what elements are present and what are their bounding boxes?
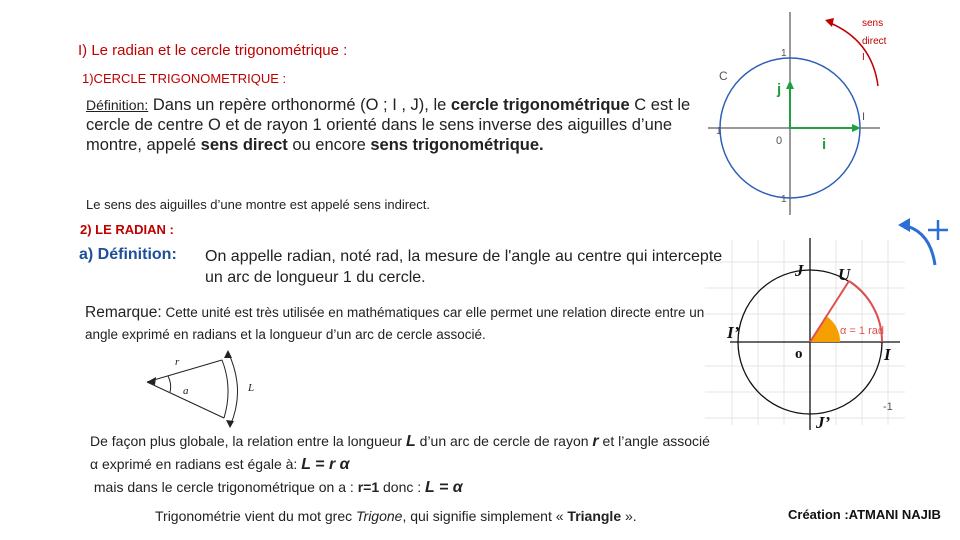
fig2-U-label: U [838,265,851,284]
fig1-j-label: j [777,81,782,98]
fig2-minus-one: -1 [883,401,893,413]
fig2-Jprime-label: J’ [816,413,831,432]
fig1-origin-label: 0 [776,135,783,147]
fig1-C-label: C [719,69,728,83]
fig1-bottom-one: 1 [781,194,787,205]
fig3-angle-arc [168,376,171,392]
definition-bold-1: cercle trigonométrique [450,96,630,114]
fig1-I-label: I [862,111,866,123]
relation-r: r [592,433,599,450]
fig1-direct-arrowhead [825,18,834,27]
etymology-word-2: Triangle [567,508,622,524]
fig1-top-one: 1 [781,48,787,59]
relation-part-1: De façon plus globale, la relation entre la longueur [90,433,406,449]
fig3-length-arrow-top [224,350,232,358]
fig2-alpha-label: α = 1 rad [840,325,884,337]
fig3-L-label: L [248,382,255,394]
page-title: I) Le radian et le cercle trigonométrique : [78,42,348,59]
fig2-Iprime-label: I’ [727,323,740,342]
section2-heading: 2) LE RADIAN : [80,222,174,237]
definition-part-2: C est le cercle de centre O et de rayon 1 orienté dans le sens inverse des aiguilles d’une montre, appelé [86,96,691,154]
definition-bold-3: sens trigonométrique. [370,136,544,154]
fig1-direct-label: direct [862,36,887,47]
relation-r1: r=1 [357,479,380,495]
fig3-r-label: r [175,356,180,368]
etymology-part-2: , qui signifie simplement « [402,508,568,524]
relation-part-4: mais dans le cercle trigonométrique on a : [93,479,358,495]
fig1-direct-label-3: I [862,52,865,63]
fig1-sens-label: sens [862,18,884,29]
section1-heading: 1)CERCLE TRIGONOMETRIQUE : [82,71,287,86]
etymology-word: Trigone [356,508,403,524]
fig1-j-arrowhead [786,80,794,89]
fig2-direct-arrowhead [898,218,910,232]
trig-circle-figure [708,12,887,215]
definition-part-3: ou encore [287,136,371,154]
definition-part-1: Dans un repère orthonormé (O ; I , J), le [148,96,451,114]
fig2-O-label: o [795,346,803,362]
radian-definition-label: a) Définition: [79,246,177,263]
etymology-part-3: ». [621,508,637,524]
relation-part-3: et l’angle associé α exprimé en radians est égale à: [90,433,710,472]
fig1-i-label: i [822,136,827,153]
indirect-note: Le sens des aiguilles d’une montre est appelé sens indirect. [86,197,430,212]
fig3-length-arrow-bottom [226,420,234,428]
relation-part-2: d’un arc de cercle de rayon [415,433,593,449]
fig1-left-one: 1 [716,126,722,137]
fig3-arc [222,360,228,418]
sector-sketch [147,350,254,428]
fig3-upper-radius [147,360,222,382]
fig3-length-arc [228,352,238,426]
relation-part-5: donc : [379,479,426,495]
etymology-part-1: Trigonométrie vient du mot grec [155,508,357,524]
relation-L: L [405,433,416,450]
fig2-I-label: I [884,345,891,364]
remark-text: Cette unité est très utilisée en mathématiques car elle permet une relation directe entre un angle exprimé en radians et la longueur d’un arc de cercle associé. [85,305,705,342]
definition-bold-2: sens direct [200,136,288,154]
fig3-a-label: a [183,385,189,397]
remark-label: Remarque: [85,304,162,321]
radian-figure [705,218,948,432]
fig1-direct-arc [828,22,878,86]
radian-definition-text: On appelle radian, noté rad, la mesure de l'angle au centre qui intercepte un arc de longueur 1 du cercle. [205,248,723,286]
relation-formula-2: L = α [425,479,463,496]
definition-label: Définition: [86,97,149,113]
author-credit: Création :ATMANI NAJIB [788,507,941,522]
relation-formula: L = r α [301,456,350,473]
fig2-J-label: J [795,261,804,280]
